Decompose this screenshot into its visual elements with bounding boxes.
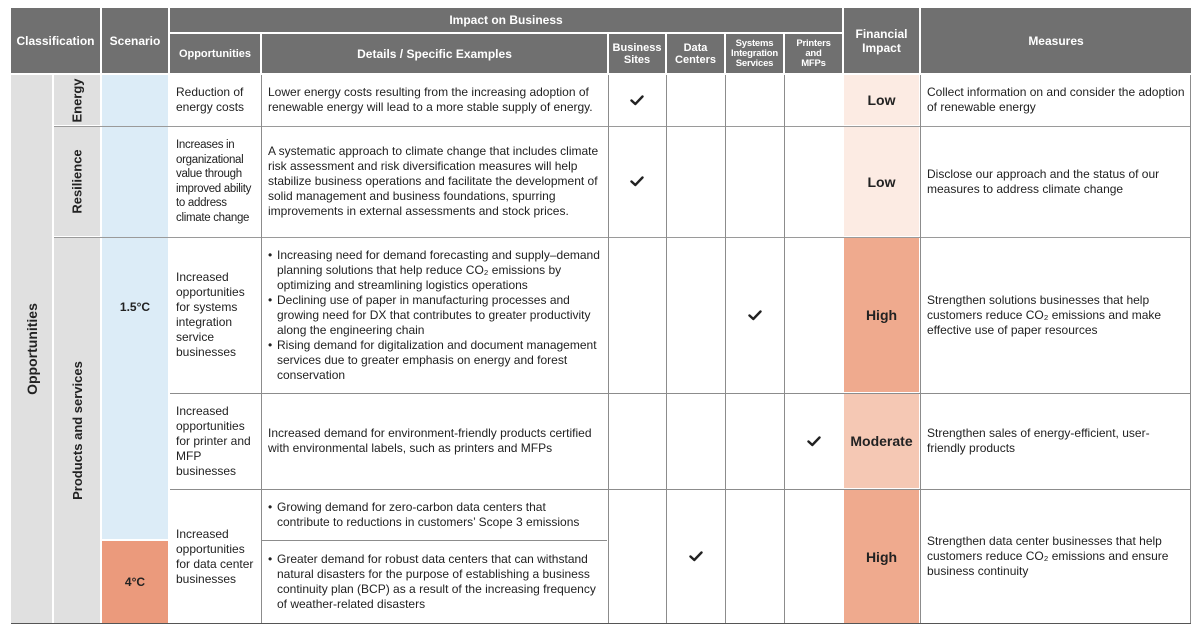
column-divider	[608, 75, 609, 623]
printer-measure: Strengthen sales of energy-efficient, user-friendly products	[927, 426, 1150, 455]
header-printers: Printers and MFPs	[785, 34, 842, 73]
energy-details: Lower energy costs resulting from the increasing adoption of renewable energy will lead to a more stable supply of energy.	[268, 85, 593, 114]
classification-energy-label: Energy	[69, 77, 85, 123]
header-systems-integration: Systems Integration Services	[726, 34, 783, 73]
list-item: • Growing demand for zero-carbon data centers that contribute to reductions in customers’ Scope 3 emissions	[268, 500, 601, 530]
printer-details: Increased demand for environment-friendly products certified with environmental labels, such as printers and MFPs	[268, 426, 592, 455]
energy-measure: Collect information on and consider the adoption of renewable energy	[927, 85, 1185, 114]
classification-energy	[54, 75, 100, 125]
resilience-opportunity: Increases in organizational value through improved ability to address climate change	[176, 139, 252, 224]
datacenter-opportunity: Increased opportunities for data center businesses	[176, 526, 254, 586]
classification-products	[54, 238, 100, 623]
printer-impact: Moderate	[844, 394, 919, 488]
datacenter-bullet-list-b	[268, 552, 601, 612]
column-divider	[666, 75, 667, 623]
header-scenario: Scenario	[102, 8, 168, 73]
row-divider	[54, 237, 1191, 238]
table-bottom-border	[11, 623, 1191, 624]
resilience-details: A systematic approach to climate change that includes climate risk assessment and risk diversification measures will help stabilize business operations and facilitate the development of solid management and business foundations, spurring improvements in external assessments and stock prices.	[268, 144, 599, 218]
column-divider	[725, 75, 726, 623]
header-data-centers: Data Centers	[667, 34, 724, 73]
classification-products-label: Products and services	[69, 361, 85, 500]
header-impact-on-business: Impact on Business	[170, 8, 842, 32]
list-item: • Rising demand for digitalization and document management services due to greater emphasis on energy and forest conservation	[268, 338, 601, 383]
row-divider	[54, 126, 1191, 127]
header-classification: Classification	[11, 8, 100, 73]
check-icon	[630, 176, 644, 187]
list-item: • Increasing need for demand forecasting and supply–demand planning solutions that help reduce CO₂ emissions by optimizing and streamlining logistics operations	[268, 248, 601, 293]
scenario-4	[102, 541, 168, 623]
energy-opportunity: Reduction of energy costs	[176, 85, 245, 114]
systems-bullet-list	[268, 248, 601, 383]
classification-opportunities	[11, 75, 52, 623]
systems-details	[262, 238, 607, 392]
resilience-business-sites-check	[609, 127, 665, 236]
check-icon	[807, 436, 821, 447]
list-item: • Greater demand for robust data centers that can withstand natural disasters for the purpose of establishing a business continuity plan (BCP) as a result of the increasing frequency of weather-related disasters	[268, 552, 601, 612]
systems-integration-check	[726, 238, 783, 392]
scenario-4-label: 4°C	[124, 575, 146, 589]
datacenter-details-b	[262, 541, 607, 623]
row-divider	[170, 489, 1191, 490]
systems-opportunity: Increased opportunities for systems integration service businesses	[176, 270, 245, 359]
scenario-1-5-label: 1.5°C	[119, 300, 151, 314]
check-icon	[630, 95, 644, 106]
header-measures: Measures	[921, 8, 1191, 73]
row-divider	[262, 540, 607, 541]
check-icon	[689, 551, 703, 562]
energy-business-sites-check	[609, 75, 665, 125]
scenario-1-5	[102, 75, 168, 539]
check-icon	[748, 310, 762, 321]
datacenter-data-centers-check	[667, 490, 724, 623]
column-divider	[1190, 75, 1191, 623]
column-divider	[784, 75, 785, 623]
classification-resilience	[54, 127, 100, 236]
datacenter-details-a	[262, 490, 607, 539]
datacenter-measure: Strengthen data center businesses that help customers reduce CO₂ emissions and ensure business continuity	[927, 534, 1169, 578]
list-item: • Declining use of paper in manufacturing processes and growing need for DX that contributes to greater productivity along the engineering chain	[268, 293, 601, 338]
header-opportunities: Opportunities	[170, 34, 260, 73]
column-divider	[920, 75, 921, 623]
header-business-sites: Business Sites	[609, 34, 665, 73]
header-financial-impact: Financial Impact	[844, 8, 919, 73]
printer-opportunity: Increased opportunities for printer and MFP businesses	[176, 403, 251, 478]
header-details: Details / Specific Examples	[262, 34, 607, 73]
systems-measure: Strengthen solutions businesses that help customers reduce CO₂ emissions and make effective use of paper resources	[927, 292, 1162, 337]
systems-impact: High	[844, 238, 919, 392]
classification-opportunities-label: Opportunities	[23, 303, 40, 395]
datacenter-bullet-list-a	[268, 500, 601, 530]
classification-resilience-label: Resilience	[69, 149, 85, 214]
energy-impact: Low	[844, 75, 919, 125]
resilience-impact: Low	[844, 127, 919, 236]
column-divider	[261, 75, 262, 623]
datacenter-impact: High	[844, 490, 919, 623]
printer-mfp-check	[785, 394, 842, 488]
resilience-measure: Disclose our approach and the status of our measures to address climate change	[927, 166, 1160, 196]
row-divider	[170, 393, 1191, 394]
